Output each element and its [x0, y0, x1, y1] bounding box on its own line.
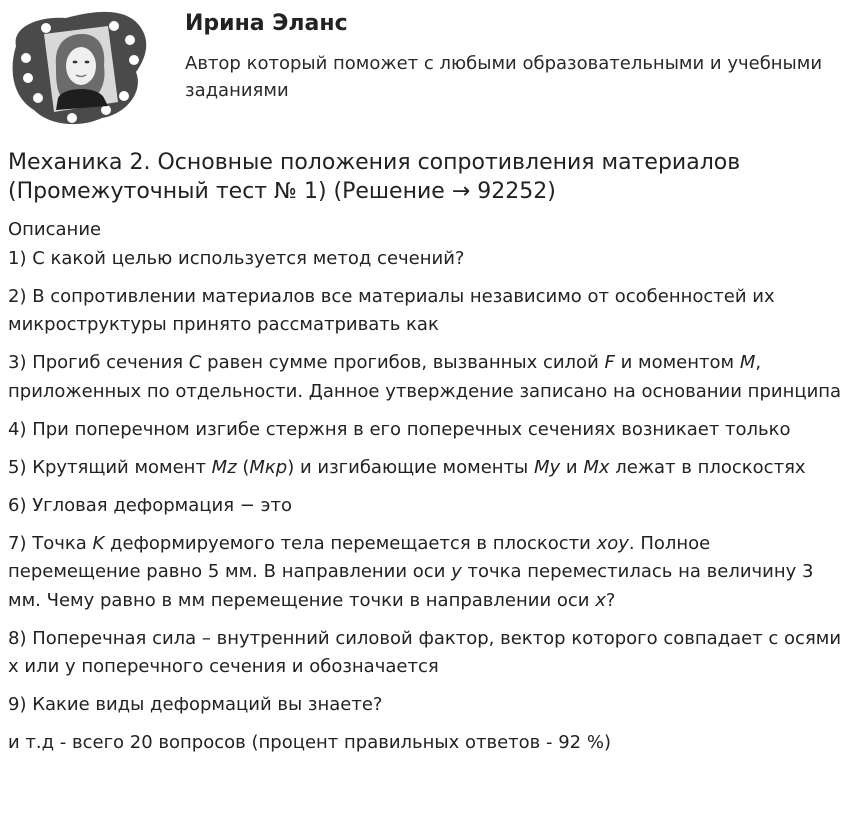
- description-section: [8, 216, 843, 758]
- author-description: Автор который поможет с любыми образовательными и учебными заданиями: [185, 53, 823, 101]
- question-5-text: лежат в плоскостях: [609, 456, 806, 478]
- question-5-var: Mz: [211, 456, 237, 478]
- question-5-var: Mx: [583, 456, 610, 478]
- question-9: 9) Какие виды деформаций вы знаете?: [8, 694, 383, 715]
- question-3-text: равен сумме прогибов, вызванных силой: [201, 352, 605, 373]
- question-7-text: 7) Точка: [8, 532, 93, 554]
- question-7-text: . Полное перемещение равно 5 мм. В направлении оси: [8, 532, 711, 582]
- question-7-var: xoy: [596, 532, 629, 554]
- question-1: 1) С какой целью используется метод сечений?: [8, 247, 465, 269]
- question-3-text: , приложенных по отдельности. Данное утверждение записано на основании принципа: [8, 352, 842, 402]
- question-7-text: точка переместилась на величину 3 мм. Чему равно в мм перемещение точки в направлении оси: [8, 561, 814, 611]
- question-3-var: F: [604, 352, 615, 373]
- question-7-text: ?: [605, 589, 616, 611]
- questions-summary: и т.д - всего 20 вопросов (процент правильных ответов - 92 %): [8, 732, 611, 753]
- question-5-text: и: [560, 456, 584, 478]
- question-2: 2) В сопротивлении материалов все материалы независимо от особенностей их микроструктуры принято рассматривать как: [8, 285, 775, 335]
- question-5: [8, 454, 843, 483]
- question-7: [8, 530, 843, 616]
- question-5-text: ) и изгибающие моменты: [287, 456, 534, 478]
- question-3-text: и моментом: [614, 352, 740, 373]
- question-7-var: x: [595, 589, 606, 611]
- author-name[interactable]: Ирина Эланс: [185, 11, 348, 36]
- question-7-var: K: [92, 532, 105, 554]
- question-5-text: 5) Крутящий момент: [8, 456, 212, 478]
- question-5-var: Mкр: [249, 456, 288, 478]
- question-6: 6) Угловая деформация − это: [8, 494, 292, 516]
- question-3-var: С: [188, 352, 202, 373]
- description-label: Описание: [8, 219, 102, 240]
- question-7-text: деформируемого тела перемещается в плоскости: [104, 532, 597, 554]
- page-title: Механика 2. Основные положения сопротивления материалов (Промежуточный тест № 1) (Решение → 92252): [8, 150, 741, 204]
- question-3-text: 3) Прогиб сечения: [8, 352, 189, 373]
- question-7-var: y: [451, 561, 462, 582]
- author-header: [0, 0, 847, 130]
- question-4: 4) При поперечном изгибе стержня в его поперечных сечениях возникает только: [8, 418, 791, 440]
- question-3-var: M: [739, 352, 756, 373]
- author-avatar[interactable]: [6, 6, 152, 130]
- question-8: 8) Поперечная сила – внутренний силовой фактор, вектор которого совпадает с осями x или y поперечного сечения и обозначается: [8, 627, 842, 677]
- question-5-text: (: [236, 456, 250, 478]
- question-5-var: My: [534, 456, 561, 478]
- author-photo: [44, 26, 118, 112]
- question-3: [8, 349, 843, 406]
